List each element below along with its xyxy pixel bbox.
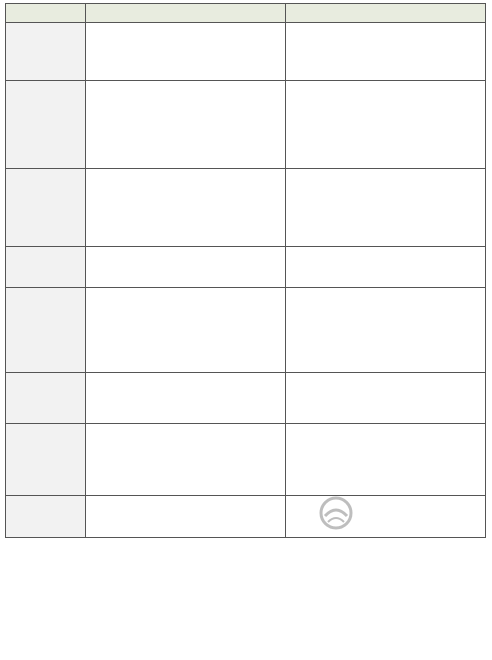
table-row (6, 169, 486, 247)
comparison-table (5, 3, 486, 538)
table-row (6, 288, 486, 373)
row-label-cell (6, 373, 86, 424)
table-row (6, 81, 486, 169)
table-row (6, 23, 486, 81)
current-cell (86, 496, 286, 538)
row-label-cell (6, 247, 86, 288)
current-cell (86, 247, 286, 288)
revised-cell (286, 424, 486, 496)
row-label-cell (6, 169, 86, 247)
revised-cell (286, 288, 486, 373)
globe-logo-icon (319, 496, 353, 530)
header-empty-cell (6, 4, 86, 23)
revised-cell (286, 23, 486, 81)
table-body (6, 23, 486, 538)
table-row (6, 424, 486, 496)
revised-cell (286, 169, 486, 247)
revised-cell (286, 373, 486, 424)
row-label-cell (6, 81, 86, 169)
watermark-logo (319, 494, 479, 534)
current-cell (86, 424, 286, 496)
row-label-cell (6, 23, 86, 81)
current-cell (86, 373, 286, 424)
header-revised (286, 4, 486, 23)
row-label-cell (6, 424, 86, 496)
table-row (6, 373, 486, 424)
revised-cell (286, 81, 486, 169)
row-label-cell (6, 496, 86, 538)
comparison-page (5, 3, 485, 538)
current-cell (86, 81, 286, 169)
row-label-cell (6, 288, 86, 373)
table-row (6, 247, 486, 288)
current-cell (86, 23, 286, 81)
current-cell (86, 288, 286, 373)
current-cell (86, 169, 286, 247)
revised-cell (286, 247, 486, 288)
table-header-row (6, 4, 486, 23)
header-current (86, 4, 286, 23)
